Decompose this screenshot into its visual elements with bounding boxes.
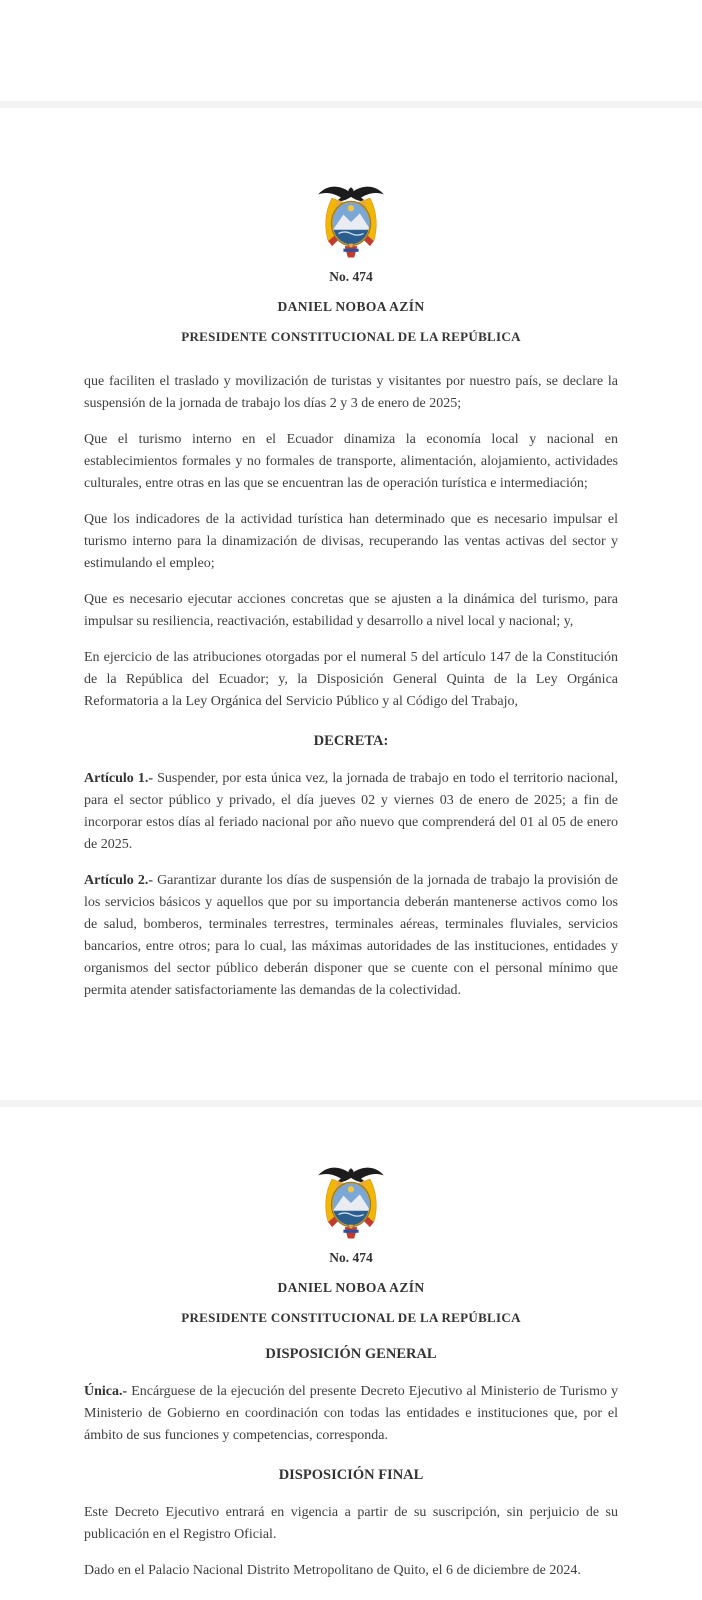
signature-place-date: Dado en el Palacio Nacional Distrito Metropolitano de Quito, el 6 de diciembre de 2024. <box>84 1563 581 1578</box>
general-disposition-text: Encárguese de la ejecución del presente Decreto Ejecutivo al Ministerio de Turismo y Ministerio de Gobierno en coordinación con todas las entidades e instituciones que, por el ámbito de sus funciones y competencias, corresponda. <box>84 1384 618 1443</box>
considerando-paragraph: Que los indicadores de la actividad turística han determinado que es necesario impulsar el turismo interno para la dinamización de divisas, recuperando las ventas activas del sector y estimulando el empleo; <box>84 512 618 571</box>
article-1-text: Suspender, por esta única vez, la jornada de trabajo en todo el territorio nacional, para el sector público y privado, el día jueves 02 y viernes 03 de enero de 2025; a fin de incorporar estos días al feriado nacional por año nuevo que comprenderá del 01 al 05 de enero de 2025. <box>84 771 618 852</box>
decree-body <box>0 371 702 1002</box>
general-disposition-heading: DISPOSICIÓN GENERAL <box>265 1346 437 1362</box>
ecuador-coat-of-arms-icon <box>313 178 389 260</box>
crest-container <box>0 108 702 260</box>
general-disposition-label: Única.- <box>84 1384 128 1399</box>
article-2 <box>84 870 618 1002</box>
dispositions-page <box>0 1107 702 1600</box>
decree-number: No. 474 <box>329 1250 373 1265</box>
article-2-text: Garantizar durante los días de suspensión de la jornada de trabajo la provisión de los servicios básicos y aquellos que por su importancia deberán mantenerse activos como los de salud, bomberos, terminales terrestres, terminales aéreas, terminales fluviales, servicios bancarios, entre otros; para lo cual, las máximas autoridades de las instituciones, entidades y organismos del sector público deberán disponer que se cuente con el personal mínimo que permita atender satisfactoriamente las demandas de la colectividad. <box>84 873 619 998</box>
page-separator <box>0 101 702 108</box>
crest-container <box>0 1107 702 1241</box>
considerando-paragraph: En ejercicio de las atribuciones otorgadas por el numeral 5 del artículo 147 de la Constitución de la República del Ecuador; y, la Disposición General Quinta de la Ley Orgánica Reformatoria a la Ley Orgánica del Servicio Público y al Código del Trabajo, <box>84 650 618 709</box>
final-disposition-paragraph: Este Decreto Ejecutivo entrará en vigencia a partir de su suscripción, sin perjuicio de su publicación en el Registro Oficial. <box>84 1505 618 1542</box>
president-name: DANIEL NOBOA AZÍN <box>277 299 425 314</box>
considerando-paragraph: que faciliten el traslado y movilización de turistas y visitantes por nuestro país, se declare la suspensión de la jornada de trabajo los días 2 y 3 de enero de 2025; <box>84 374 618 411</box>
president-title: PRESIDENTE CONSTITUCIONAL DE LA REPÚBLICA <box>181 329 521 344</box>
decree-page <box>0 108 702 1100</box>
page-separator <box>0 1100 702 1107</box>
president-name: DANIEL NOBOA AZÍN <box>277 1280 425 1295</box>
president-title: PRESIDENTE CONSTITUCIONAL DE LA REPÚBLICA <box>181 1310 521 1325</box>
decree-number: No. 474 <box>329 269 373 284</box>
considerando-paragraph: Que el turismo interno en el Ecuador dinamiza la economía local y nacional en establecimientos formales y no formales de transporte, alimentación, alojamiento, actividades culturales, entre otras en las que se encuentran las de operación turística e intermediación; <box>84 432 618 491</box>
final-disposition-heading: DISPOSICIÓN FINAL <box>278 1467 424 1483</box>
general-disposition-paragraph <box>84 1381 618 1447</box>
article-2-label: Artículo 2.- <box>84 873 153 888</box>
decreta-heading: DECRETA: <box>313 733 389 749</box>
dispositions-body <box>0 1346 702 1582</box>
previous-page-bottom <box>0 0 702 101</box>
ecuador-coat-of-arms-icon <box>313 1159 389 1241</box>
considerando-paragraph: Que es necesario ejecutar acciones concretas que se ajusten a la dinámica del turismo, para impulsar su resiliencia, reactivación, estabilidad y desarrollo a nivel local y nacional; y, <box>84 592 618 629</box>
article-1-label: Artículo 1.- <box>84 771 153 786</box>
article-1 <box>84 768 618 856</box>
